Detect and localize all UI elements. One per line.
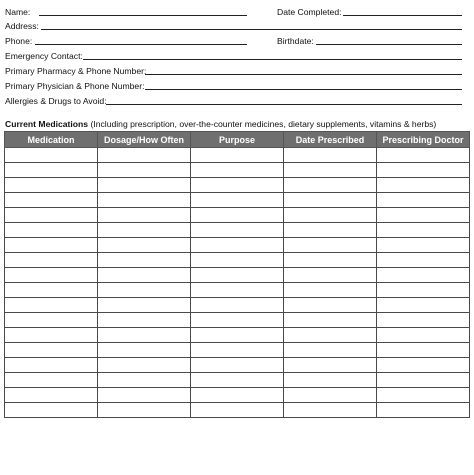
table-cell[interactable]	[284, 148, 377, 163]
table-row	[5, 328, 470, 343]
table-cell[interactable]	[5, 193, 98, 208]
table-cell[interactable]	[191, 223, 284, 238]
table-cell[interactable]	[191, 208, 284, 223]
table-cell[interactable]	[98, 403, 191, 418]
birthdate-field[interactable]	[316, 44, 462, 45]
table-cell[interactable]	[5, 403, 98, 418]
name-label: Name:	[5, 7, 31, 17]
table-cell[interactable]	[98, 373, 191, 388]
date-completed-label: Date Completed:	[277, 7, 342, 17]
table-cell[interactable]	[377, 388, 470, 403]
table-cell[interactable]	[284, 358, 377, 373]
table-cell[interactable]	[284, 193, 377, 208]
table-cell[interactable]	[284, 238, 377, 253]
table-cell[interactable]	[191, 283, 284, 298]
table-cell[interactable]	[284, 223, 377, 238]
table-cell[interactable]	[191, 253, 284, 268]
table-cell[interactable]	[98, 298, 191, 313]
table-cell[interactable]	[98, 148, 191, 163]
table-row	[5, 163, 470, 178]
table-cell[interactable]	[5, 253, 98, 268]
table-cell[interactable]	[5, 148, 98, 163]
phone-field[interactable]	[35, 44, 247, 45]
col-date-prescribed: Date Prescribed	[284, 132, 377, 148]
table-cell[interactable]	[377, 163, 470, 178]
col-purpose: Purpose	[191, 132, 284, 148]
table-row	[5, 223, 470, 238]
medications-header-row	[5, 132, 470, 148]
table-cell[interactable]	[5, 163, 98, 178]
table-cell[interactable]	[191, 328, 284, 343]
physician-label: Primary Physician & Phone Number:	[5, 81, 145, 91]
table-cell[interactable]	[191, 148, 284, 163]
table-cell[interactable]	[377, 328, 470, 343]
physician-field[interactable]	[145, 89, 462, 90]
table-cell[interactable]	[5, 328, 98, 343]
emergency-contact-field[interactable]	[83, 59, 462, 60]
table-cell[interactable]	[377, 403, 470, 418]
table-row	[5, 238, 470, 253]
table-cell[interactable]	[5, 208, 98, 223]
pharmacy-field[interactable]	[145, 74, 462, 75]
birthdate-label: Birthdate:	[277, 36, 314, 46]
table-cell[interactable]	[5, 268, 98, 283]
table-cell[interactable]	[5, 238, 98, 253]
table-cell[interactable]	[377, 253, 470, 268]
phone-label: Phone:	[5, 36, 33, 46]
col-dosage: Dosage/How Often	[98, 132, 191, 148]
table-cell[interactable]	[191, 178, 284, 193]
table-cell[interactable]	[191, 388, 284, 403]
table-cell[interactable]	[377, 268, 470, 283]
table-row	[5, 253, 470, 268]
table-row	[5, 193, 470, 208]
table-cell[interactable]	[377, 193, 470, 208]
medications-heading	[5, 119, 436, 129]
medications-body	[5, 148, 470, 418]
table-cell[interactable]	[191, 403, 284, 418]
table-cell[interactable]	[191, 163, 284, 178]
pharmacy-label: Primary Pharmacy & Phone Number:	[5, 66, 147, 76]
table-cell[interactable]	[284, 343, 377, 358]
table-row	[5, 388, 470, 403]
table-row	[5, 373, 470, 388]
table-cell[interactable]	[98, 283, 191, 298]
col-medication: Medication	[5, 132, 98, 148]
table-cell[interactable]	[98, 358, 191, 373]
table-cell[interactable]	[377, 283, 470, 298]
address-label: Address:	[5, 21, 39, 31]
table-cell[interactable]	[5, 343, 98, 358]
table-row	[5, 148, 470, 163]
table-cell[interactable]	[98, 238, 191, 253]
table-cell[interactable]	[191, 373, 284, 388]
table-cell[interactable]	[191, 313, 284, 328]
table-cell[interactable]	[5, 283, 98, 298]
table-cell[interactable]	[5, 298, 98, 313]
table-cell[interactable]	[98, 268, 191, 283]
col-prescribing-doctor: Prescribing Doctor	[377, 132, 470, 148]
table-cell[interactable]	[377, 148, 470, 163]
table-cell[interactable]	[98, 163, 191, 178]
table-cell[interactable]	[191, 358, 284, 373]
allergies-label: Allergies & Drugs to Avoid:	[5, 96, 107, 106]
table-cell[interactable]	[377, 208, 470, 223]
emergency-contact-label: Emergency Contact:	[5, 51, 83, 61]
table-cell[interactable]	[98, 343, 191, 358]
table-cell[interactable]	[98, 178, 191, 193]
table-cell[interactable]	[377, 178, 470, 193]
table-cell[interactable]	[191, 298, 284, 313]
table-cell[interactable]	[377, 313, 470, 328]
table-row	[5, 178, 470, 193]
table-row	[5, 298, 470, 313]
table-row	[5, 403, 470, 418]
name-field[interactable]	[39, 15, 247, 16]
allergies-field[interactable]	[106, 104, 462, 105]
table-cell[interactable]	[284, 298, 377, 313]
table-cell[interactable]	[377, 373, 470, 388]
table-row	[5, 343, 470, 358]
table-cell[interactable]	[284, 283, 377, 298]
table-cell[interactable]	[377, 238, 470, 253]
table-cell[interactable]	[98, 208, 191, 223]
table-cell[interactable]	[191, 193, 284, 208]
table-cell[interactable]	[284, 328, 377, 343]
table-cell[interactable]	[377, 358, 470, 373]
date-completed-field[interactable]	[343, 15, 462, 16]
table-cell[interactable]	[5, 388, 98, 403]
table-cell[interactable]	[98, 328, 191, 343]
table-cell[interactable]	[284, 388, 377, 403]
table-cell[interactable]	[377, 223, 470, 238]
medications-title: Current Medications	[5, 119, 89, 129]
table-cell[interactable]	[5, 178, 98, 193]
table-cell[interactable]	[5, 358, 98, 373]
table-cell[interactable]	[5, 313, 98, 328]
table-cell[interactable]	[284, 163, 377, 178]
table-cell[interactable]	[191, 343, 284, 358]
table-cell[interactable]	[191, 268, 284, 283]
table-cell[interactable]	[98, 253, 191, 268]
table-cell[interactable]	[377, 343, 470, 358]
table-cell[interactable]	[284, 208, 377, 223]
table-cell[interactable]	[284, 178, 377, 193]
table-cell[interactable]	[284, 313, 377, 328]
table-cell[interactable]	[98, 223, 191, 238]
address-field[interactable]	[41, 29, 462, 30]
table-row	[5, 283, 470, 298]
table-cell[interactable]	[98, 193, 191, 208]
table-cell[interactable]	[98, 313, 191, 328]
table-row	[5, 313, 470, 328]
medications-subtitle: (Including prescription, over-the-counter medicines, dietary supplements, vitamins & herbs)	[88, 119, 437, 129]
table-cell[interactable]	[284, 403, 377, 418]
table-cell[interactable]	[5, 223, 98, 238]
table-row	[5, 208, 470, 223]
table-cell[interactable]	[191, 238, 284, 253]
table-cell[interactable]	[284, 253, 377, 268]
table-cell[interactable]	[98, 388, 191, 403]
table-row	[5, 268, 470, 283]
table-cell[interactable]	[377, 298, 470, 313]
table-row	[5, 358, 470, 373]
table-cell[interactable]	[5, 373, 98, 388]
table-cell[interactable]	[284, 373, 377, 388]
table-cell[interactable]	[284, 268, 377, 283]
medications-table	[4, 131, 470, 418]
